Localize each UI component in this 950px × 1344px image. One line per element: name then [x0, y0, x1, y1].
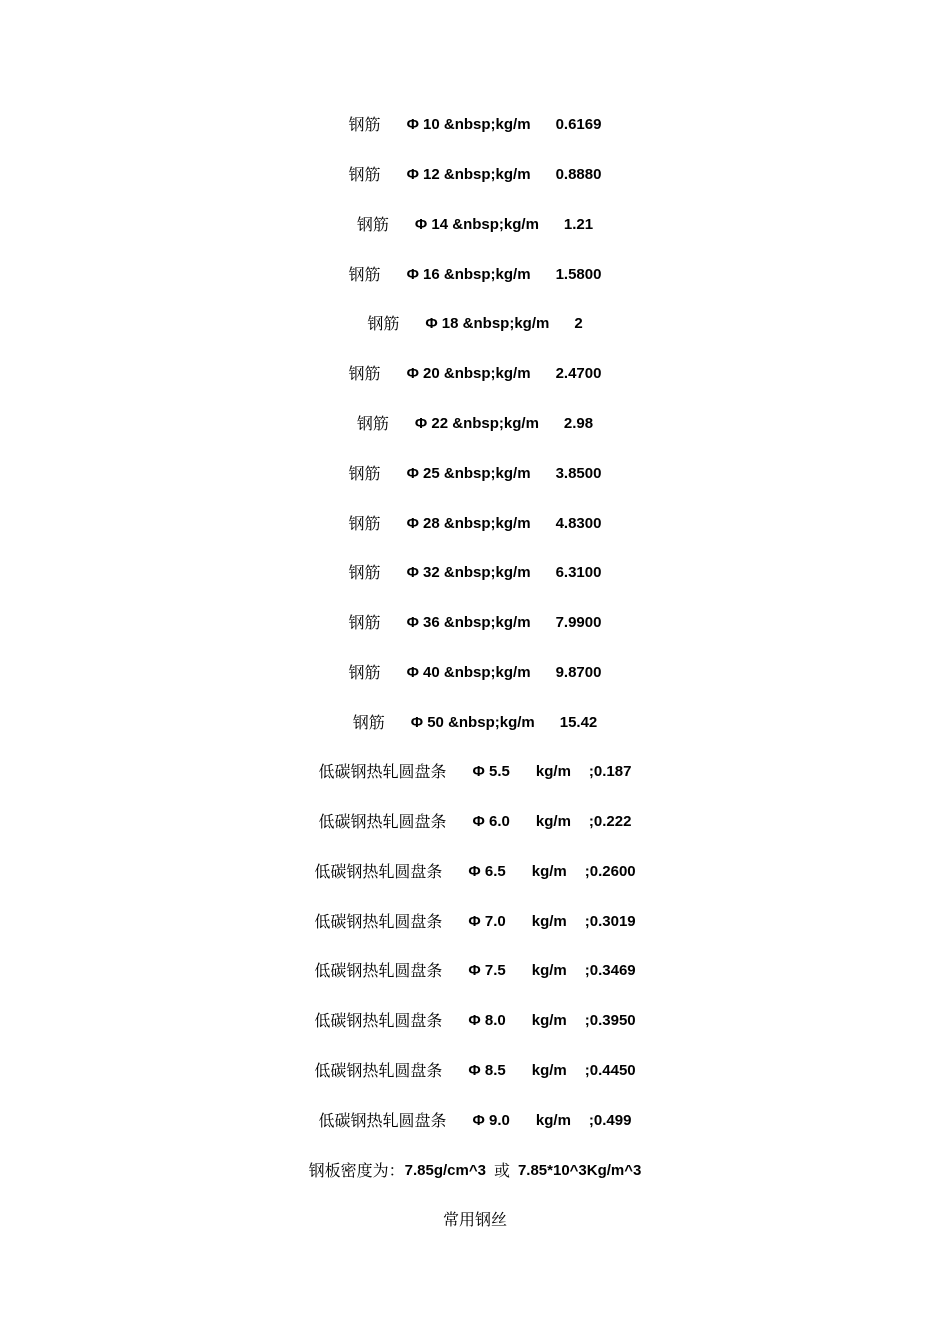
rebar-row	[0, 110, 950, 140]
wire-rod-row	[0, 857, 950, 887]
wire-rod-unit: kg/m	[531, 1062, 567, 1079]
density-value-g-cm3: 7.85g/cm^3	[404, 1162, 486, 1179]
wire-rod-value: ;0.3950	[584, 1012, 636, 1029]
wire-rod-unit: kg/m	[535, 813, 571, 830]
rebar-spec: Φ 40 &nbsp;kg/m	[406, 664, 531, 681]
rebar-spec: Φ 50 &nbsp;kg/m	[410, 714, 535, 731]
rebar-spec: Φ 32 &nbsp;kg/m	[406, 564, 531, 581]
wire-rod-size: Φ 9.0	[472, 1112, 510, 1129]
wire-rod-size: Φ 6.0	[472, 813, 510, 830]
wire-rod-unit: kg/m	[531, 913, 567, 930]
rebar-row	[0, 459, 950, 489]
wire-rod-value: ;0.187	[588, 763, 632, 780]
rebar-name: 钢筋	[348, 464, 381, 483]
rebar-value: 4.8300	[555, 515, 602, 532]
wire-rod-row	[0, 1006, 950, 1036]
rebar-row	[0, 558, 950, 588]
wire-rod-name: 低碳钢热轧圆盘条	[314, 961, 443, 980]
wire-rod-size: Φ 7.0	[468, 913, 506, 930]
rebar-spec: Φ 18 &nbsp;kg/m	[425, 315, 550, 332]
wire-rod-row	[0, 1106, 950, 1136]
rebar-value: 7.9900	[555, 614, 602, 631]
rebar-row	[0, 309, 950, 339]
density-or: 或	[493, 1161, 510, 1180]
rebar-name: 钢筋	[367, 314, 400, 333]
wire-rod-value: ;0.222	[588, 813, 632, 830]
wire-rod-unit: kg/m	[531, 962, 567, 979]
wire-rod-unit: kg/m	[531, 1012, 567, 1029]
rebar-value: 9.8700	[555, 664, 602, 681]
wire-rod-name: 低碳钢热轧圆盘条	[314, 862, 443, 881]
rebar-row	[0, 160, 950, 190]
rebar-name: 钢筋	[348, 165, 381, 184]
wire-rod-unit: kg/m	[535, 1112, 571, 1129]
rebar-name: 钢筋	[348, 613, 381, 632]
rebar-value: 2.98	[563, 415, 594, 432]
rebar-value: 6.3100	[555, 564, 602, 581]
rebar-name: 钢筋	[356, 414, 389, 433]
rebar-row	[0, 210, 950, 240]
rebar-name: 钢筋	[348, 115, 381, 134]
rebar-row	[0, 708, 950, 738]
steel-wire-heading-text: 常用钢丝	[442, 1210, 507, 1229]
rebar-value: 2.4700	[555, 365, 602, 382]
rebar-row	[0, 260, 950, 290]
wire-rod-name: 低碳钢热轧圆盘条	[314, 912, 443, 931]
wire-rod-unit: kg/m	[531, 863, 567, 880]
rebar-name: 钢筋	[348, 265, 381, 284]
wire-rod-row	[0, 807, 950, 837]
rebar-value: 2	[574, 315, 583, 332]
rebar-value: 1.5800	[555, 266, 602, 283]
wire-rod-name: 低碳钢热轧圆盘条	[314, 1011, 443, 1030]
wire-rod-size: Φ 6.5	[468, 863, 506, 880]
wire-rod-name: 低碳钢热轧圆盘条	[318, 1111, 447, 1130]
wire-rod-value: ;0.2600	[584, 863, 636, 880]
wire-rod-name: 低碳钢热轧圆盘条	[318, 812, 447, 831]
wire-rod-value: ;0.4450	[584, 1062, 636, 1079]
wire-rod-size: Φ 8.0	[468, 1012, 506, 1029]
wire-rod-size: Φ 5.5	[472, 763, 510, 780]
wire-rod-value: ;0.3469	[584, 962, 636, 979]
rebar-value: 3.8500	[555, 465, 602, 482]
density-value-kg-m3: 7.85*10^3Kg/m^3	[517, 1162, 642, 1179]
rebar-value: 15.42	[559, 714, 598, 731]
rebar-spec: Φ 14 &nbsp;kg/m	[414, 216, 539, 233]
wire-rod-value: ;0.3019	[584, 913, 636, 930]
rebar-row	[0, 658, 950, 688]
rebar-spec: Φ 12 &nbsp;kg/m	[406, 166, 531, 183]
rebar-spec: Φ 25 &nbsp;kg/m	[406, 465, 531, 482]
wire-rod-unit: kg/m	[535, 763, 571, 780]
density-label: 钢板密度为：	[308, 1161, 405, 1180]
wire-rod-row	[0, 907, 950, 937]
rebar-spec: Φ 28 &nbsp;kg/m	[406, 515, 531, 532]
rebar-name: 钢筋	[348, 563, 381, 582]
wire-rod-row	[0, 1056, 950, 1086]
wire-rod-size: Φ 8.5	[468, 1062, 506, 1079]
rebar-spec: Φ 22 &nbsp;kg/m	[414, 415, 539, 432]
rebar-spec: Φ 16 &nbsp;kg/m	[406, 266, 531, 283]
wire-rod-size: Φ 7.5	[468, 962, 506, 979]
rebar-spec: Φ 10 &nbsp;kg/m	[406, 116, 531, 133]
rebar-row	[0, 359, 950, 389]
wire-rod-name: 低碳钢热轧圆盘条	[318, 762, 447, 781]
rebar-name: 钢筋	[348, 364, 381, 383]
wire-rod-name: 低碳钢热轧圆盘条	[314, 1061, 443, 1080]
rebar-row	[0, 608, 950, 638]
rebar-row	[0, 409, 950, 439]
wire-rod-row	[0, 956, 950, 986]
wire-rod-row	[0, 757, 950, 787]
rebar-value: 0.8880	[555, 166, 602, 183]
rebar-name: 钢筋	[348, 514, 381, 533]
rebar-spec: Φ 20 &nbsp;kg/m	[406, 365, 531, 382]
rebar-name: 钢筋	[352, 713, 385, 732]
rebar-value: 0.6169	[555, 116, 602, 133]
rebar-value: 1.21	[563, 216, 594, 233]
wire-rod-value: ;0.499	[588, 1112, 632, 1129]
steel-wire-heading	[0, 1205, 950, 1235]
density-line	[0, 1156, 950, 1186]
rebar-name: 钢筋	[348, 663, 381, 682]
rebar-row	[0, 509, 950, 539]
rebar-name: 钢筋	[356, 215, 389, 234]
rebar-spec: Φ 36 &nbsp;kg/m	[406, 614, 531, 631]
